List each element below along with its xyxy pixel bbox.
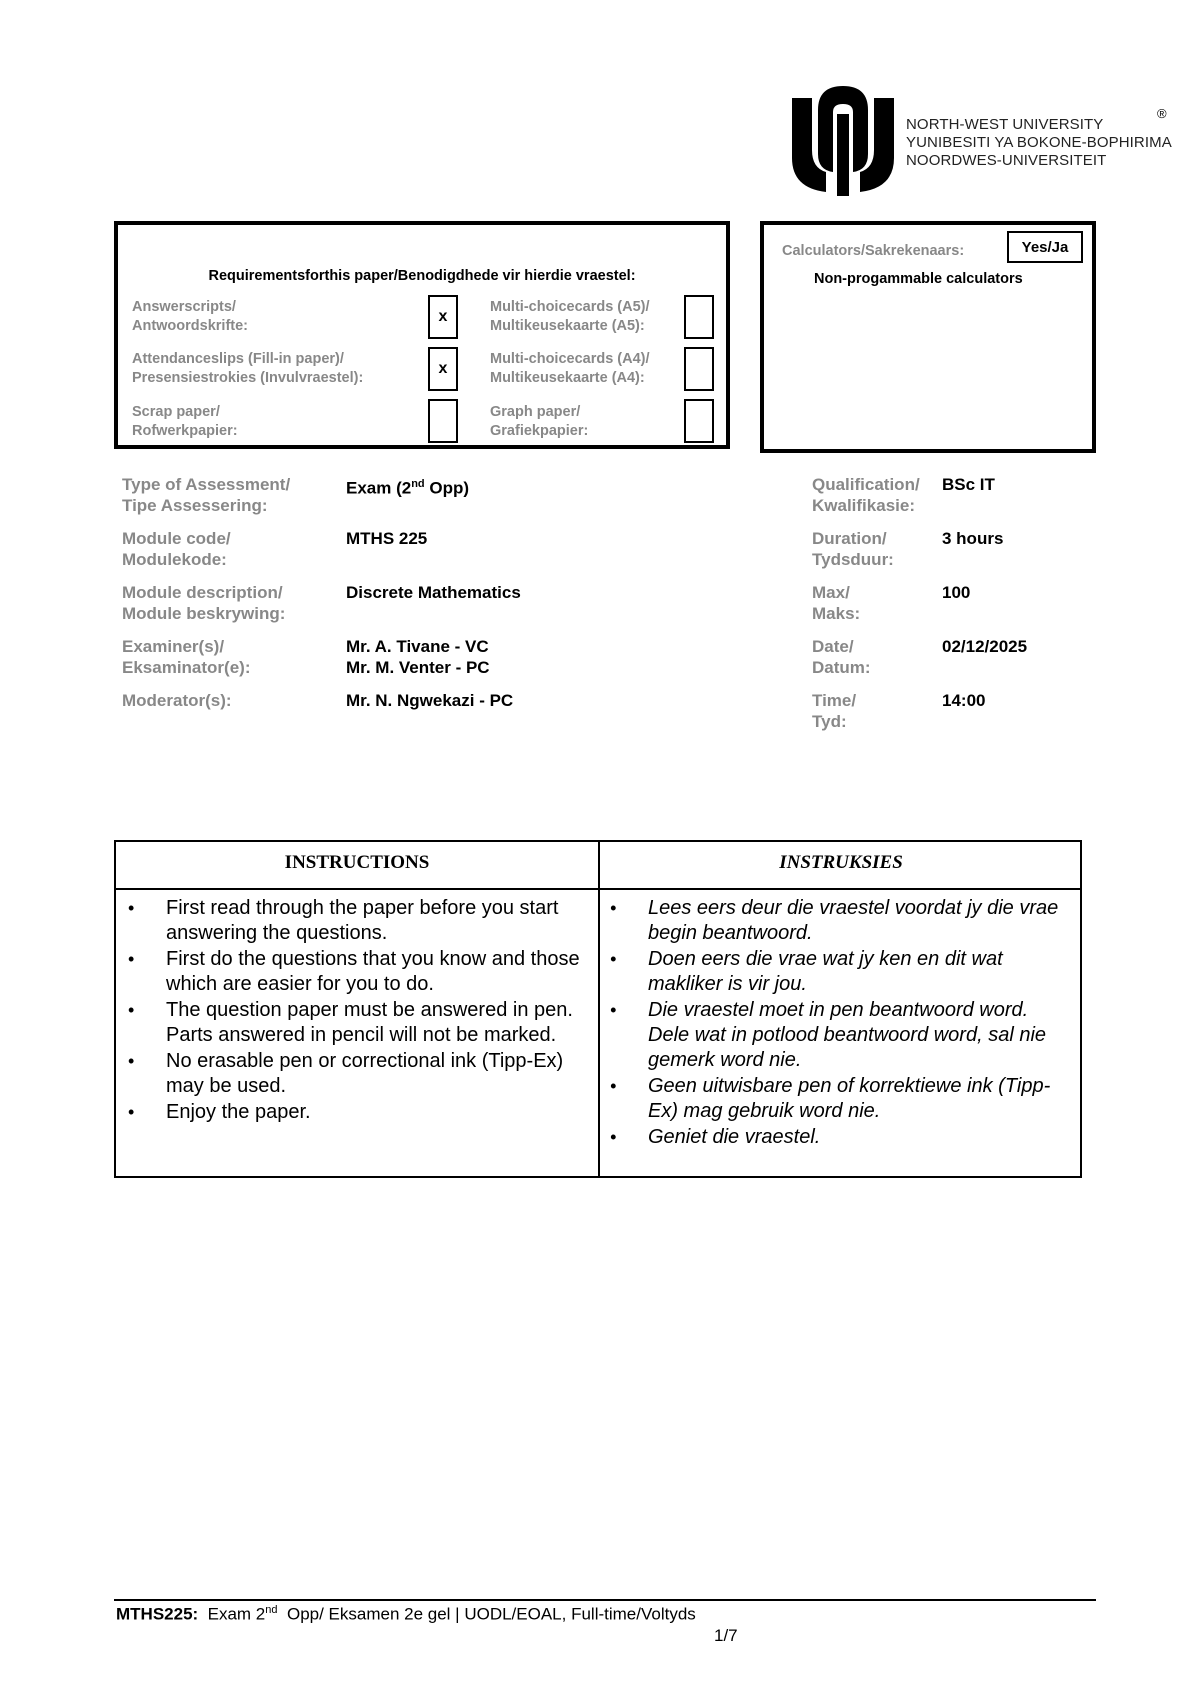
- date-value: 02/12/2025: [942, 637, 1028, 656]
- footer-module-code: MTHS225:: [116, 1604, 199, 1624]
- date-label: Date/ Datum:: [812, 637, 871, 677]
- university-names: [906, 116, 1172, 170]
- instruction-af-item: • Geen uitwisbare pen of korrektiewe ink (Tipp-Ex) mag gebruik word nie.: [600, 1074, 1070, 1124]
- max-label: Max/ Maks:: [812, 583, 861, 623]
- instruction-en-item: • Enjoy the paper.: [118, 1100, 588, 1125]
- req-attendance-label: Attendanceslips (Fill-in paper)/ Presensiestrokies (Invulvraestel):: [132, 351, 364, 386]
- requirements-title: Requirementsforthis paper/Benodigdhede vir hierdie vraestel:: [208, 268, 636, 284]
- req-mcq-a5-label: Multi-choicecards (A5)/ Multikeusekaarte (A5):: [490, 299, 650, 334]
- req-mcq-a5-checkbox[interactable]: [684, 295, 714, 339]
- req-scrap-checkbox[interactable]: [428, 399, 458, 443]
- max-value: 100: [942, 583, 971, 602]
- duration-value: 3 hours: [942, 529, 1004, 548]
- calculators-note: Non-progammable calculators: [814, 271, 1023, 287]
- university-name-tn: YUNIBESITI YA BOKONE-BOPHIRIMA: [906, 134, 1172, 151]
- duration-label: Duration/ Tydsduur:: [812, 529, 894, 569]
- instructions-table: [114, 840, 1082, 1178]
- module-description-label: Module description/ Module beskrywing:: [122, 583, 286, 623]
- instructions-list-af: [600, 896, 1070, 1151]
- instruction-af-item: • Lees eers deur die vraestel voordat jy die vrae begin beantwoord.: [600, 896, 1070, 946]
- footer-divider: [114, 1599, 1096, 1601]
- instructions-heading-en: INSTRUCTIONS: [284, 852, 430, 873]
- calculators-label: Calculators/Sakrekenaars:: [782, 243, 965, 259]
- registered-mark: ®: [1157, 106, 1167, 121]
- module-code-value: MTHS 225: [346, 529, 428, 548]
- instruction-af-item: • Doen eers die vrae wat jy ken en dit wat makliker is vir jou.: [600, 947, 1070, 997]
- requirements-box: [114, 221, 730, 449]
- instruction-en-item: • No erasable pen or correctional ink (Tipp-Ex) may be used.: [118, 1049, 588, 1099]
- instructions-list-en: [118, 896, 588, 1126]
- qualification-value: BSc IT: [942, 475, 995, 494]
- instruction-af-item: • Die vraestel moet in pen beantwoord word. Dele wat in potlood beantwoord word, sal nie gemerk word nie.: [600, 998, 1070, 1073]
- moderators-value: Mr. N. Ngwekazi - PC: [346, 691, 514, 710]
- time-label: Time/ Tyd:: [812, 691, 857, 731]
- module-code-label: Module code/ Modulekode:: [122, 529, 231, 569]
- time-value: 14:00: [942, 691, 986, 710]
- req-mcq-a4-checkbox[interactable]: [684, 347, 714, 391]
- module-description-value: Discrete Mathematics: [346, 583, 521, 602]
- calculators-value: Yes/Ja: [1007, 231, 1083, 263]
- calculators-box: [760, 221, 1096, 453]
- instruction-en-item: • The question paper must be answered in pen. Parts answered in pencil will not be marked.: [118, 998, 588, 1048]
- examiners-label: Examiner(s)/ Eksaminator(e):: [122, 637, 251, 677]
- page-number: 1/7: [714, 1626, 738, 1645]
- assessment-type-label: Type of Assessment/ Tipe Assessering:: [122, 475, 291, 515]
- instruction-en-item: • First do the questions that you know and those which are easier for you to do.: [118, 947, 588, 997]
- nwu-logo: [786, 84, 900, 196]
- university-name-af: NOORDWES-UNIVERSITEIT: [906, 152, 1107, 169]
- moderators-label: Moderator(s):: [122, 691, 232, 710]
- qualification-label: Qualification/ Kwalifikasie:: [812, 475, 920, 515]
- instruction-af-item: • Geniet die vraestel.: [600, 1125, 1070, 1150]
- assessment-type-value: Exam (2nd Opp): [346, 478, 470, 498]
- req-graph-checkbox[interactable]: [684, 399, 714, 443]
- req-graph-label: Graph paper/ Grafiekpapier:: [490, 404, 589, 439]
- instructions-heading-af: INSTRUKSIES: [779, 852, 903, 873]
- req-attendance-checkbox[interactable]: x: [428, 347, 458, 391]
- req-answerscripts-label: Answerscripts/ Antwoordskrifte:: [132, 299, 248, 334]
- instruction-en-item: • First read through the paper before you start answering the questions.: [118, 896, 588, 946]
- university-name-en: NORTH-WEST UNIVERSITY: [906, 116, 1104, 133]
- req-scrap-label: Scrap paper/ Rofwerkpapier:: [132, 404, 238, 439]
- footer-text: MTHS225: Exam 2nd Opp/ Eksamen 2e gel | UODL/EOAL, Full-time/Voltyds: [116, 1604, 696, 1624]
- req-mcq-a4-label: Multi-choicecards (A4)/ Multikeusekaarte (A4):: [490, 351, 650, 386]
- req-answerscripts-checkbox[interactable]: x: [428, 295, 458, 339]
- examiners-value: Mr. A. Tivane - VC Mr. M. Venter - PC: [346, 637, 490, 677]
